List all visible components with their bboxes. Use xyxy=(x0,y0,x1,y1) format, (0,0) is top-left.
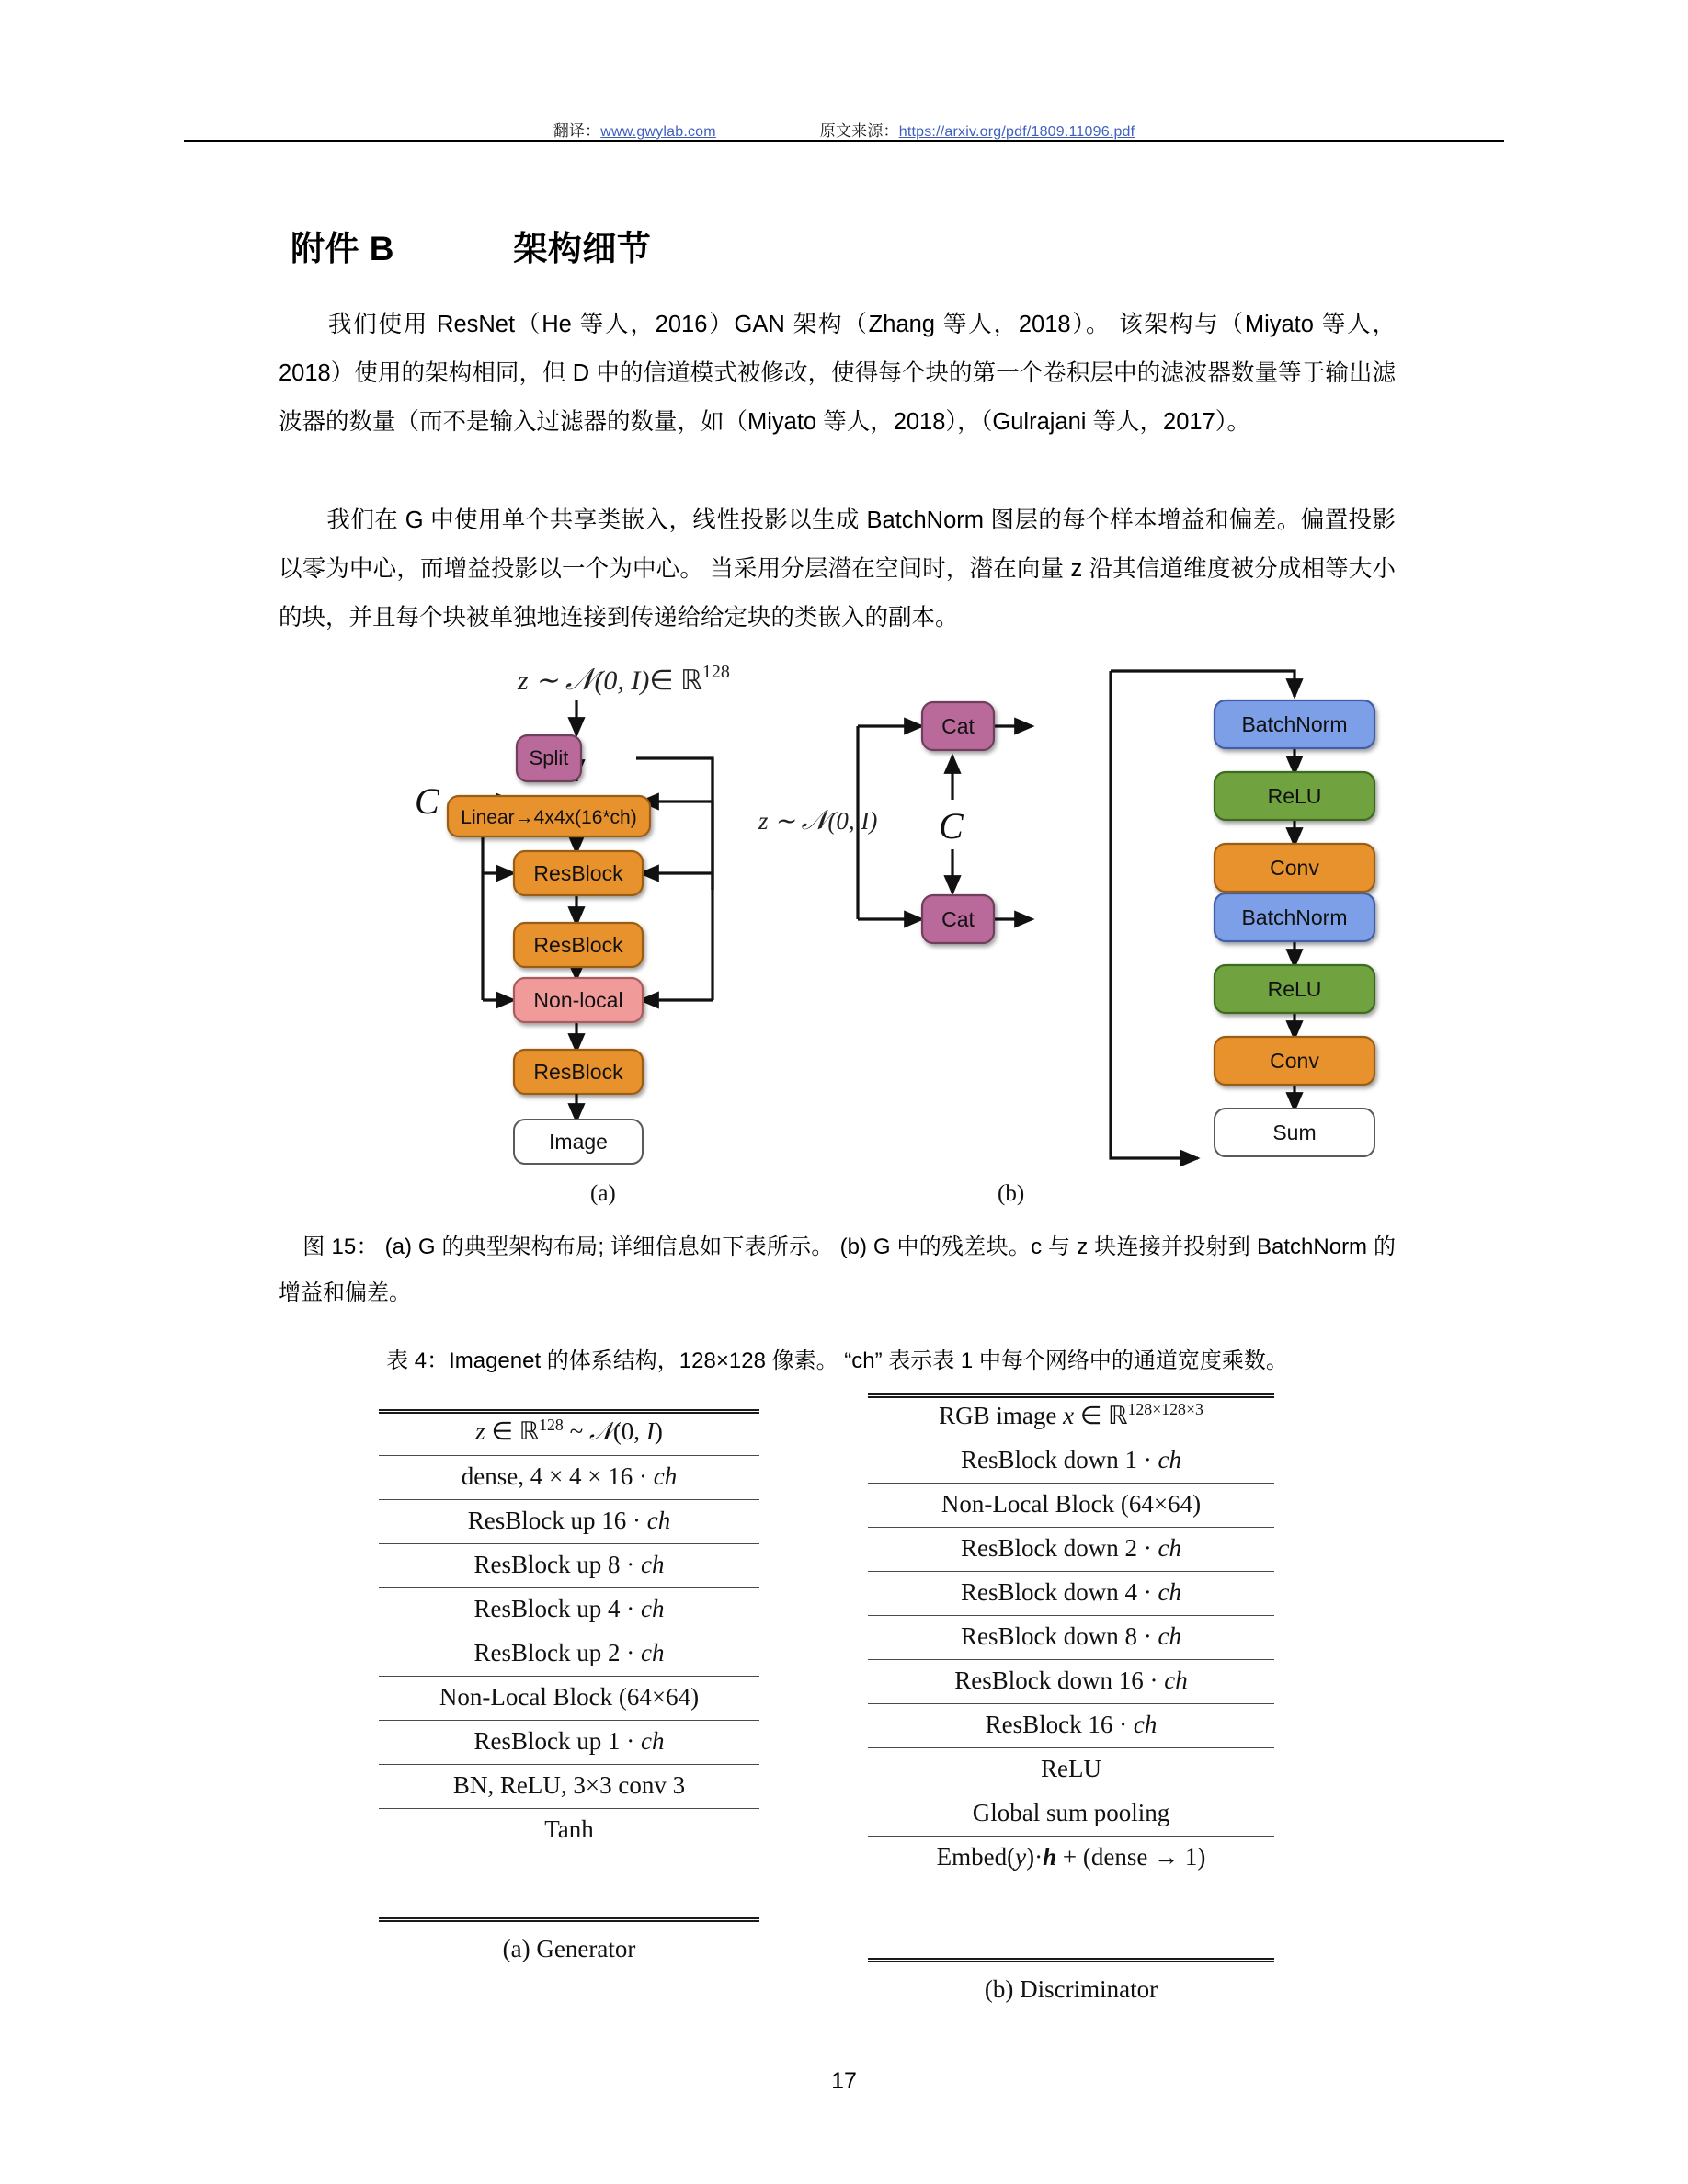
table-cell: ResBlock up 4 · ch xyxy=(379,1588,759,1632)
diagram-a-label-nonlocal: Non-local xyxy=(533,988,623,1012)
table-row xyxy=(379,1677,759,1721)
table-cell: Non-Local Block (64×64) xyxy=(379,1677,759,1721)
table-row xyxy=(868,1660,1274,1704)
table-cell: ResBlock up 1 · ch xyxy=(379,1721,759,1765)
table-row xyxy=(379,1500,759,1544)
diagram-b-label-cat-1: Cat xyxy=(941,714,975,738)
table-row xyxy=(868,1837,1274,1881)
figure-15-diagram xyxy=(279,643,1396,1213)
table-cell: Embed(y)·h + (dense → 1) xyxy=(868,1837,1274,1881)
translation-label: 翻译： xyxy=(553,122,601,140)
source-credit xyxy=(820,118,1135,141)
table-row xyxy=(868,1748,1274,1792)
table-row xyxy=(868,1393,1274,1439)
diagram-b-label-cat-2: Cat xyxy=(941,907,975,931)
header-divider xyxy=(184,140,1504,142)
diagram-b-label-conv-1: Conv xyxy=(1270,856,1319,880)
discriminator-table-sublabel: (b) Discriminator xyxy=(984,1975,1158,2003)
diagram-a-label-split: Split xyxy=(529,746,569,769)
appendix-title: 附件 B 架构细节 xyxy=(291,230,652,267)
table-cell: ResBlock 16 · ch xyxy=(868,1704,1274,1748)
diagram-b-label-conv-2: Conv xyxy=(1270,1049,1319,1073)
diagram-a-input-label: z ∼ 𝒩(0, I)∈ ℝ$^{128}$ xyxy=(518,662,730,697)
table-cell: ResBlock down 2 · ch xyxy=(868,1528,1274,1572)
diagram-b-label-batchnorm-2: BatchNorm xyxy=(1241,905,1348,929)
table-cell: ResBlock up 16 · ch xyxy=(379,1500,759,1544)
table-row xyxy=(379,1456,759,1500)
diagram-b-class-label: C xyxy=(939,805,964,847)
table-cell: ReLU xyxy=(868,1748,1274,1792)
figure-sublabel-a: (a) xyxy=(590,1181,616,1206)
table-cell: z ∈ ℝ$^{128}$ ~ 𝒩(0, I) xyxy=(475,1416,663,1446)
table-row xyxy=(379,1721,759,1765)
source-label: 原文来源： xyxy=(819,122,899,140)
table-cell: Tanh xyxy=(379,1809,759,1853)
table-row xyxy=(379,1765,759,1809)
table-cell: Global sum pooling xyxy=(868,1792,1274,1837)
diagram-b-label-relu-2: ReLU xyxy=(1267,977,1322,1001)
table-row xyxy=(868,1792,1274,1837)
paragraph-2-text: 我们在 G 中使用单个共享类嵌入，线性投影以生成 BatchNorm 图层的每个样本增益和偏差。偏置投影以零为中心，而增益投影以一个为中心。 当采用分层潜在空间时，潜在向量 z 沿其信道维度被分成相等大小的块，并且每个块被单独地连接到传递给给定块的类嵌入的副本。 xyxy=(279,507,1396,631)
table-row xyxy=(379,1588,759,1632)
generator-architecture-table xyxy=(379,1409,759,1852)
diagram-a-label-resblock-2: ResBlock xyxy=(533,933,623,957)
diagram-b-label-sum: Sum xyxy=(1272,1120,1317,1144)
diagram-a-label-linear: Linear→4x4x(16*ch) xyxy=(461,807,637,828)
table-cell: ResBlock down 1 · ch xyxy=(868,1439,1274,1484)
table-cell: ResBlock down 8 · ch xyxy=(868,1616,1274,1660)
architecture-diagram-svg xyxy=(279,643,1396,1213)
source-url-link[interactable]: https://arxiv.org/pdf/1809.11096.pdf xyxy=(898,124,1135,140)
body-paragraph-2 xyxy=(279,496,1396,643)
discriminator-architecture-table xyxy=(868,1393,1274,1880)
generator-table-bottom-rule xyxy=(379,1917,759,1922)
table-cell: Non-Local Block (64×64) xyxy=(868,1484,1274,1528)
table-cell: ResBlock down 4 · ch xyxy=(868,1572,1274,1616)
table-cell: ResBlock up 2 · ch xyxy=(379,1632,759,1677)
diagram-b-label-batchnorm-1: BatchNorm xyxy=(1241,712,1348,736)
table-cell: ResBlock down 16 · ch xyxy=(868,1660,1274,1704)
diagram-a-class-label: C xyxy=(415,780,439,822)
table-row xyxy=(868,1484,1274,1528)
figure-sublabel-b: (b) xyxy=(998,1181,1025,1206)
table-row xyxy=(379,1809,759,1853)
translation-url-link[interactable]: www.gwylab.com xyxy=(600,124,716,140)
body-paragraph-1 xyxy=(279,301,1396,447)
table-row xyxy=(868,1528,1274,1572)
diagram-a-label-image: Image xyxy=(549,1130,608,1154)
diagram-a-label-resblock-3: ResBlock xyxy=(533,1060,623,1084)
figure-15-caption xyxy=(279,1224,1396,1316)
page-header xyxy=(184,118,1504,141)
table-row xyxy=(379,1632,759,1677)
table-4-caption: 表 4：Imagenet 的体系结构，128×128 像素。 “ch” 表示表 1 中每个网络中的通道宽度乘数。 xyxy=(386,1348,1288,1373)
table-cell: BN, ReLU, 3×3 conv 3 xyxy=(379,1765,759,1809)
table-cell: RGB image x ∈ ℝ$^{128\times 128\times 3}$ xyxy=(939,1400,1203,1430)
figure-caption-text: 图 15： (a) G 的典型架构布局; 详细信息如下表所示。 (b) G 中的残差块。c 与 z 块连接并投射到 BatchNorm 的增益和偏差。 xyxy=(279,1234,1396,1305)
table-row xyxy=(868,1572,1274,1616)
table-row xyxy=(379,1544,759,1588)
table-row xyxy=(868,1616,1274,1660)
translation-credit xyxy=(553,118,716,141)
diagram-b-input-label: z ∼ 𝒩(0, I) xyxy=(758,805,878,836)
discriminator-table-bottom-rule xyxy=(868,1958,1274,1962)
page-number: 17 xyxy=(831,2068,857,2094)
generator-table-sublabel: (a) Generator xyxy=(502,1935,636,1962)
table-row xyxy=(379,1409,759,1456)
table-cell: ResBlock up 8 · ch xyxy=(379,1544,759,1588)
paragraph-1-text: 我们使用 ResNet（He 等人，2016）GAN 架构（Zhang 等人，2018）。 该架构与（Miyato 等人，2018）使用的架构相同，但 D 中的信道模式被修改，使得每个块的第一个卷积层中的滤波器数量等于输出滤波器的数量（而不是输入过滤器的数量，如（Miyato 等人，2018），（Gulrajani 等人，2017）。 xyxy=(279,312,1396,435)
diagram-b-label-relu-1: ReLU xyxy=(1267,784,1322,808)
table-row xyxy=(868,1439,1274,1484)
table-cell: dense, 4 × 4 × 16 · ch xyxy=(379,1456,759,1500)
table-row xyxy=(868,1704,1274,1748)
diagram-a-label-resblock-1: ResBlock xyxy=(533,861,623,885)
